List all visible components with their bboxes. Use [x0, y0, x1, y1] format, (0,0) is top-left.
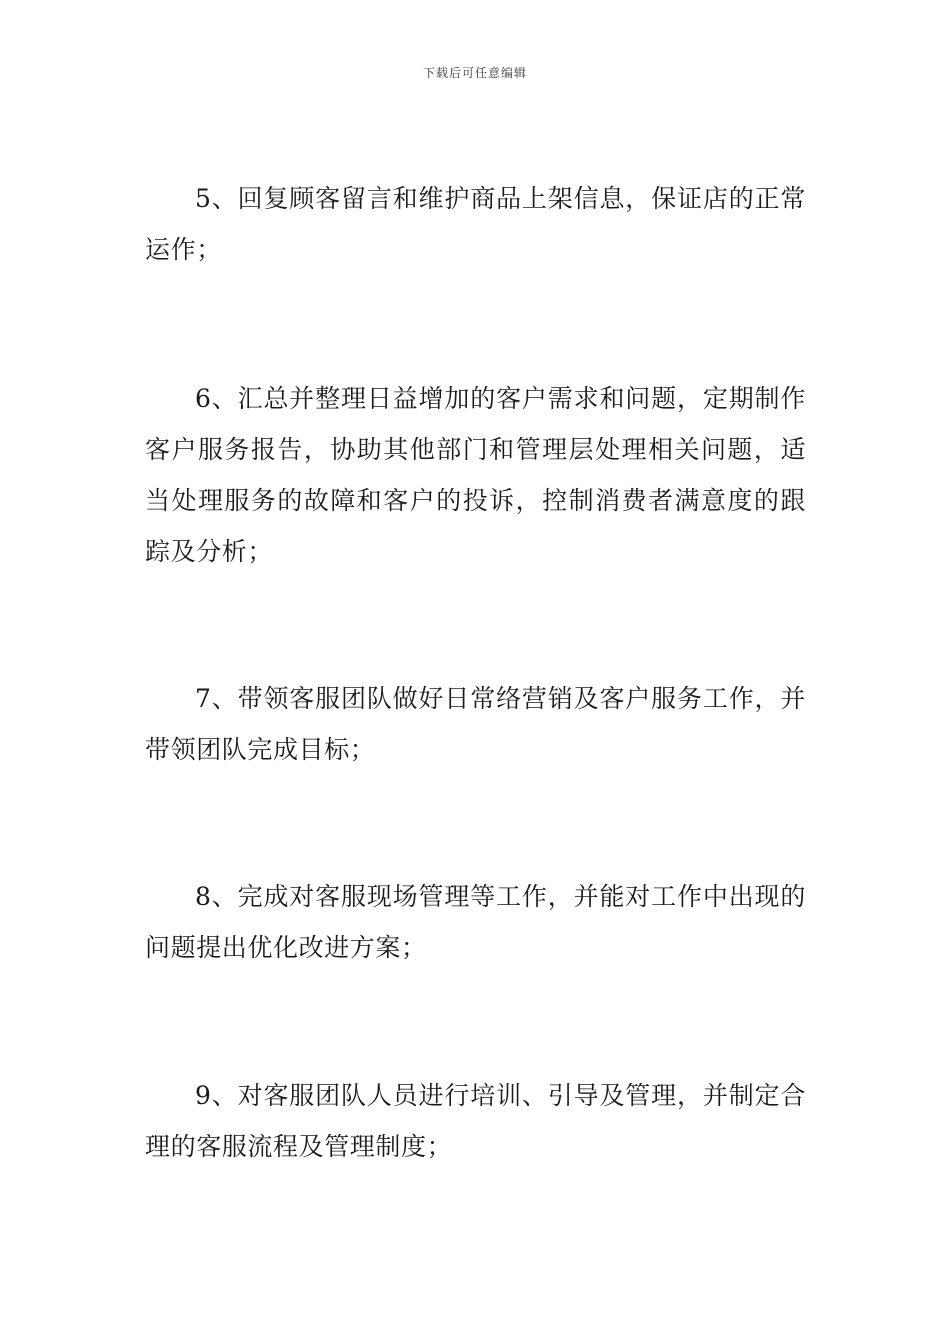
page-header: 下载后可任意编辑	[422, 66, 527, 80]
paragraph-item-6: 6、汇总并整理日益增加的客户需求和问题，定期制作客户服务报告，协助其他部门和管理层处理相关问题，适当处理服务的故障和客户的投诉，控制消费者满意度的跟踪及分析；	[145, 384, 806, 566]
paragraph-item-9: 9、对客服团队人员进行培训、引导及管理，并制定合理的客服流程及管理制度；	[145, 1081, 806, 1161]
paragraph-item-8: 8、完成对客服现场管理等工作，并能对工作中出现的问题提出优化改进方案；	[145, 882, 806, 962]
paragraph-item-5: 5、回复顾客留言和维护商品上架信息，保证店的正常运作；	[145, 184, 806, 264]
paragraph-item-7: 7、带领客服团队做好日常络营销及客户服务工作，并带领团队完成目标；	[145, 684, 806, 764]
